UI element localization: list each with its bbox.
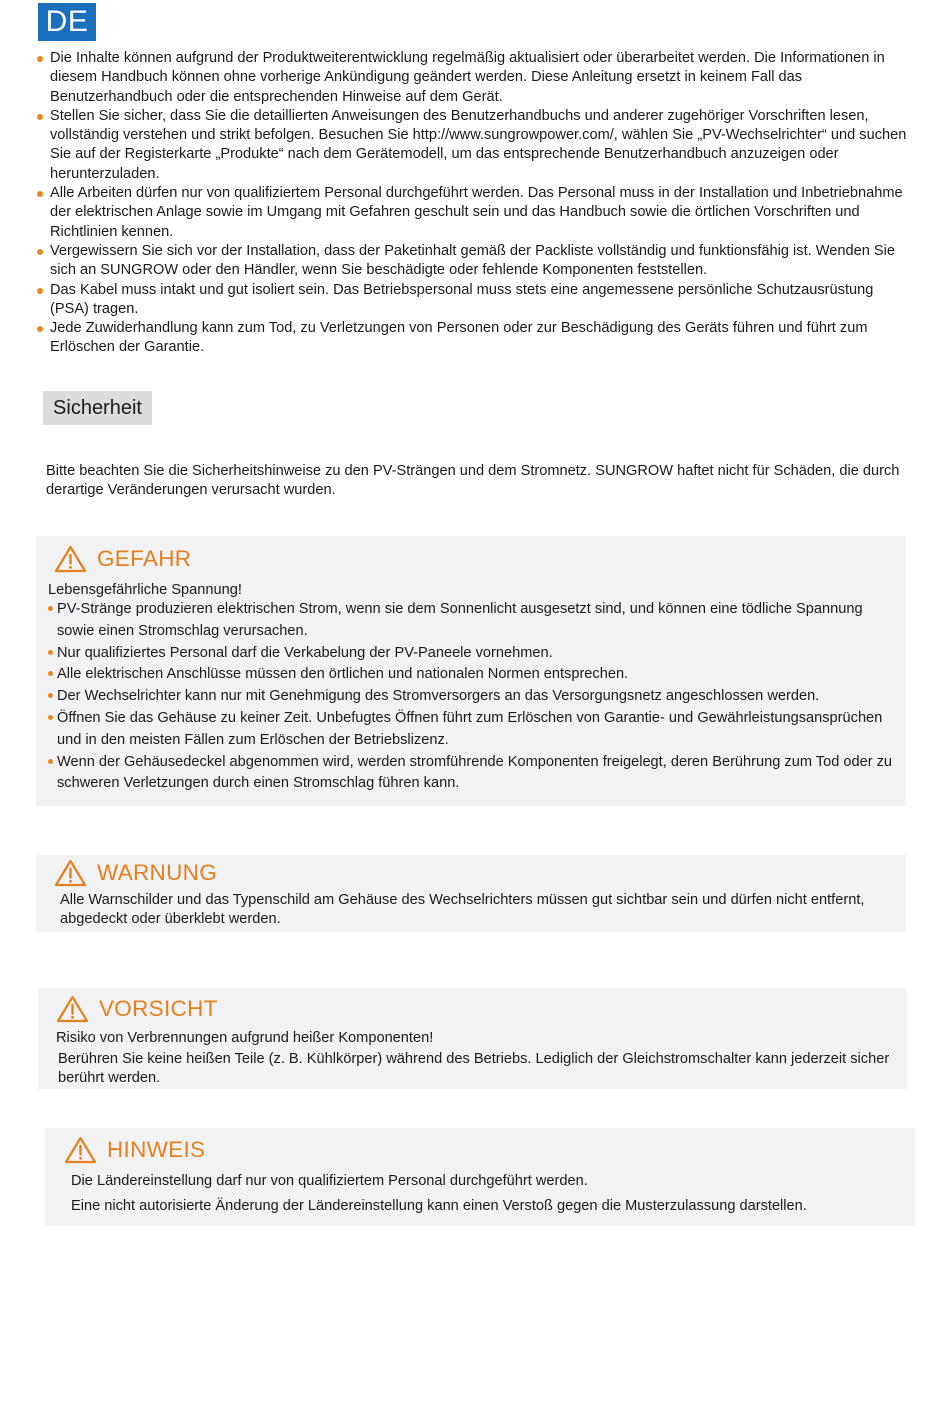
warning-triangle-icon [54, 545, 87, 573]
intro-list [36, 49, 916, 358]
danger-item: Wenn der Gehäusedeckel abgenommen wird, werden stromführende Komponenten freigelegt, deren Berührung zum Tod oder zu schweren Verletzungen durch einen Stromschlag führen kann. [48, 752, 898, 796]
warning-header [54, 859, 217, 887]
warning-box [36, 855, 906, 932]
intro-item: Jede Zuwiderhandlung kann zum Tod, zu Verletzungen von Personen oder zur Beschädigung des Geräts führen und führt zum Erlöschen der Garantie. [36, 319, 916, 358]
intro-item: Das Kabel muss intakt und gut isoliert sein. Das Betriebspersonal muss stets eine angemessene persönliche Schutzausrüstung (PSA) tragen. [36, 281, 916, 320]
notice-header [64, 1136, 205, 1164]
intro-item: Stellen Sie sicher, dass Sie die detaillierten Anweisungen des Benutzerhandbuchs und anderer zugehöriger Vorschriften lesen, vollständig verstehen und strikt befolgen. Besuchen Sie http://www.sungrowpower.com/, wählen Sie „PV-Wechselrichter“ und suchen Sie auf der Registerkarte „Produkte“ nach dem Gerätemodell, um das entsprechende Benutzerhandbuch anzuzeigen oder herunterzuladen. [36, 107, 916, 184]
danger-item: Öffnen Sie das Gehäuse zu keiner Zeit. Unbefugtes Öffnen führt zum Erlöschen von Garantie- und Gewährleistungsansprüchen und in den meisten Fällen zum Erlöschen der Betriebslizenz. [48, 708, 898, 752]
warning-triangle-icon [64, 1136, 97, 1164]
notice-line: Die Ländereinstellung darf nur von qualifiziertem Personal durchgeführt werden. [71, 1173, 588, 1189]
danger-box [36, 536, 906, 806]
danger-item: Der Wechselrichter kann nur mit Genehmigung des Stromversorgers an das Versorgungsnetz angeschlossen werden. [48, 686, 898, 708]
intro-item: Die Inhalte können aufgrund der Produktweiterentwicklung regelmäßig aktualisiert oder überarbeitet werden. Die Informationen in diesem Handbuch können ohne vorherige Ankündigung geändert werden. Diese Anleitung ersetzt in keinem Fall das Benutzerhandbuch oder die entsprechenden Hinweise auf dem Gerät. [36, 49, 916, 107]
notice-line: Eine nicht autorisierte Änderung der Ländereinstellung kann einen Verstoß gegen die Musterzulassung darstellen. [71, 1198, 807, 1214]
caution-header [56, 995, 218, 1023]
caution-lead: Risiko von Verbrennungen aufgrund heißer Komponenten! [56, 1030, 434, 1046]
safety-intro-text: Bitte beachten Sie die Sicherheitshinweise zu den PV-Strängen und dem Stromnetz. SUNGROW haftet nicht für Schäden, die durch derartige Veränderungen verursacht wurden. [46, 463, 900, 499]
danger-lead: Lebensgefährliche Spannung! [48, 582, 242, 598]
danger-header [54, 545, 191, 573]
section-title-safety: Sicherheit [43, 391, 152, 425]
danger-title: GEFAHR [97, 546, 192, 571]
notice-box [45, 1128, 915, 1226]
intro-item: Vergewissern Sie sich vor der Installation, dass der Paketinhalt gemäß der Packliste vollständig und funktionsfähig ist. Wenden Sie sich an SUNGROW oder den Händler, wenn Sie beschädigte oder fehlende Komponenten feststellen. [36, 242, 916, 281]
notice-title: HINWEIS [107, 1137, 206, 1162]
warning-title: WARNUNG [97, 860, 218, 885]
warning-triangle-icon [56, 995, 89, 1023]
danger-item: Alle elektrischen Anschlüsse müssen den örtlichen und nationalen Normen entsprechen. [48, 664, 898, 686]
caution-title: VORSICHT [99, 996, 218, 1021]
intro-item: Alle Arbeiten dürfen nur von qualifiziertem Personal durchgeführt werden. Das Personal muss in der Installation und Inbetriebnahme der elektrischen Anlage sowie im Umgang mit Gefahren geschult sein und das Handbuch sowie die örtlichen Vorschriften und Richtlinien kennen. [36, 184, 916, 242]
caution-box [38, 988, 907, 1089]
danger-item: PV-Stränge produzieren elektrischen Strom, wenn sie dem Sonnenlicht ausgesetzt sind, und können eine tödliche Spannung sowie einen Stromschlag verursachen. [48, 599, 898, 643]
language-badge: DE [38, 3, 96, 41]
danger-list [48, 599, 898, 795]
caution-text: Berühren Sie keine heißen Teile (z. B. Kühlkörper) während des Betriebs. Lediglich der Gleichstromschalter kann jederzeit sicher berührt werden. [58, 1051, 890, 1087]
danger-item: Nur qualifiziertes Personal darf die Verkabelung der PV-Paneele vornehmen. [48, 643, 898, 665]
warning-text: Alle Warnschilder und das Typenschild am Gehäuse des Wechselrichters müssen gut sichtbar sein und dürfen nicht entfernt, abgedeckt oder überklebt werden. [60, 892, 865, 928]
warning-triangle-icon [54, 859, 87, 887]
